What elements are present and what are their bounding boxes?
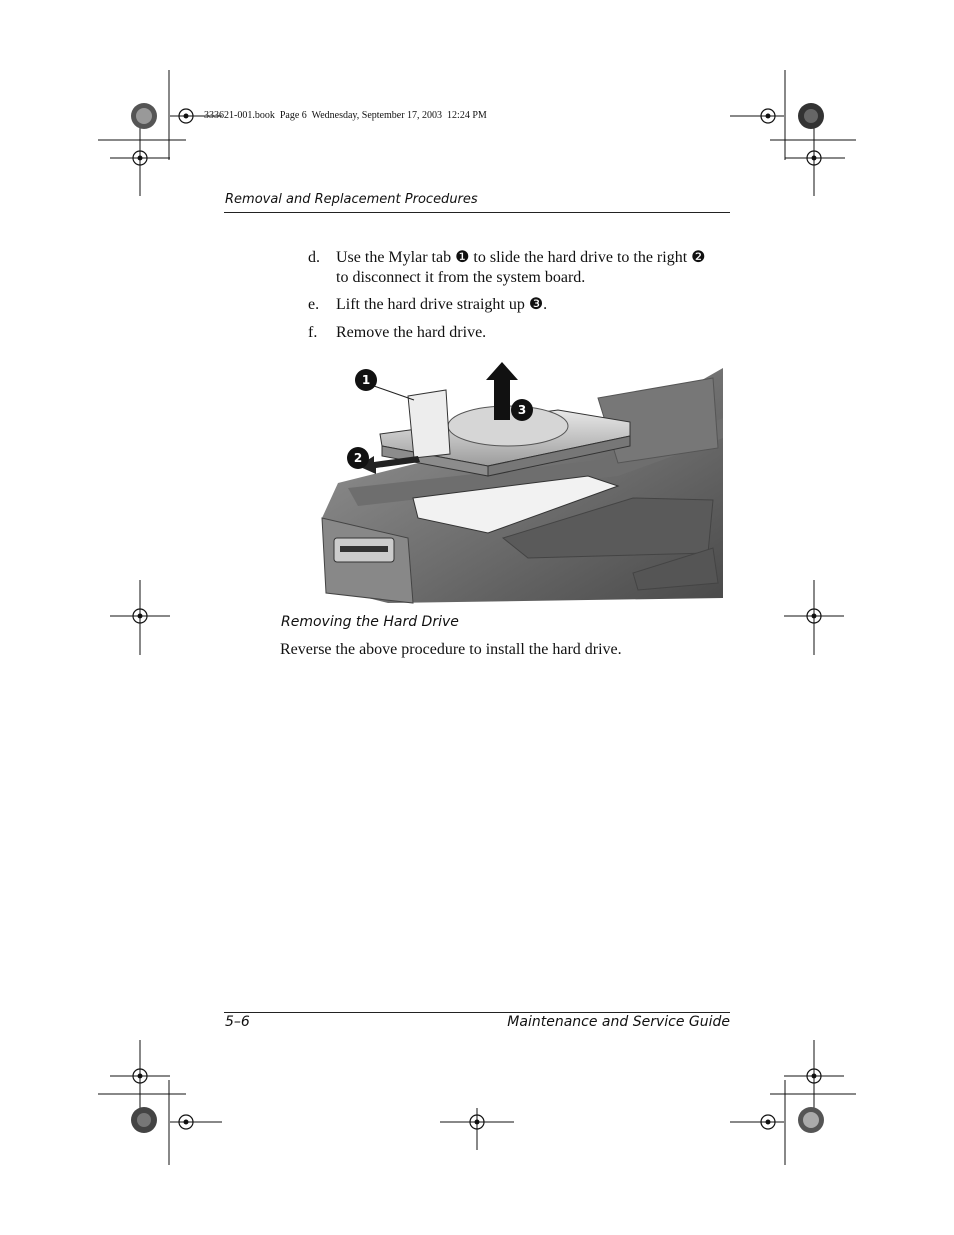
figure-caption: Removing the Hard Drive bbox=[281, 614, 459, 630]
callout-2-label: 2 bbox=[353, 451, 363, 465]
print-header: 333621-001.book Page 6 Wednesday, September 17, 2003 12:24 PM bbox=[204, 110, 487, 121]
step-letter: d. bbox=[308, 249, 320, 266]
step-letter: f. bbox=[308, 324, 318, 341]
callout-1-label: 1 bbox=[361, 373, 371, 387]
step-letter: e. bbox=[308, 296, 320, 313]
step-text-line-1: Use the Mylar tab ❶ to slide the hard drive to the right ❷ bbox=[336, 249, 706, 266]
running-head: Removal and Replacement Procedures bbox=[225, 192, 478, 207]
body-paragraph: Reverse the above procedure to install the hard drive. bbox=[280, 641, 622, 658]
book-title: Maintenance and Service Guide bbox=[507, 1014, 730, 1030]
page-number: 5–6 bbox=[225, 1014, 250, 1030]
footer-rule bbox=[224, 1012, 730, 1013]
step-text: Remove the hard drive. bbox=[336, 324, 487, 341]
hard-drive-removal-illustration bbox=[318, 358, 728, 608]
step-text-line-2: to disconnect it from the system board. bbox=[336, 269, 586, 286]
step-text: Lift the hard drive straight up ❸. bbox=[336, 296, 548, 313]
step-text bbox=[336, 248, 736, 288]
callout-3-label: 3 bbox=[517, 403, 527, 417]
header-rule bbox=[224, 212, 730, 213]
